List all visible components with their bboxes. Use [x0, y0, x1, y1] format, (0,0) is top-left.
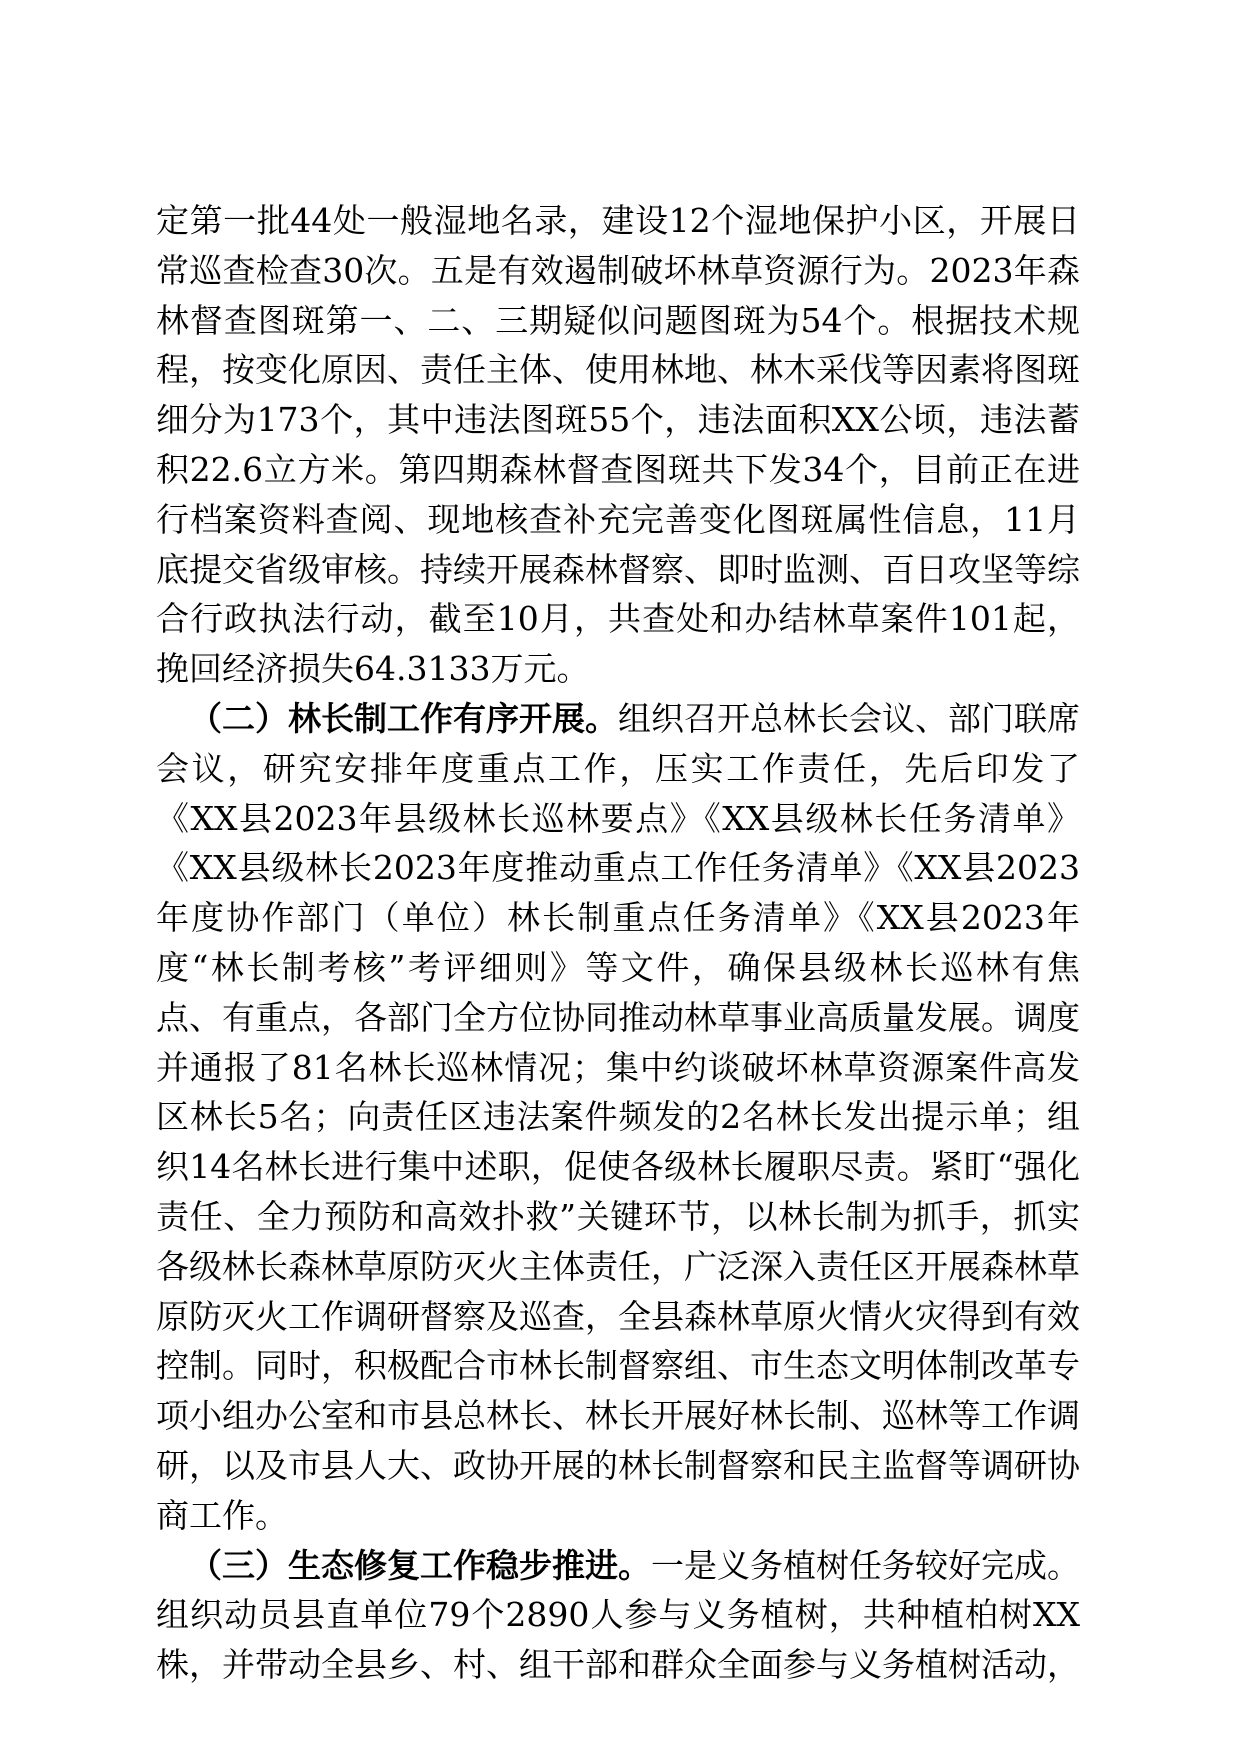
paragraph-ecological-restoration — [156, 1541, 1080, 1690]
section-heading: （二）林长制工作有序开展。 — [189, 698, 618, 738]
paragraph-forest-chief-system — [156, 694, 1080, 1541]
document-page — [156, 196, 1080, 1690]
section-heading: （三）生态修复工作稳步推进。 — [189, 1545, 651, 1585]
paragraph-body: 组织召开总林长会议、部门联席会议，研究安排年度重点工作，压实工作责任，先后印发了《XX县2023年县级林长巡林要点》《XX县级林长任务清单》《XX县级林长2023年度推动重点工作任务清单》《XX县2023年度协作部门（单位）林长制重点任务清单》《XX县2023年度“林长制考核”考评细则》等文件，确保县级林长巡林有焦点、有重点，各部门全方位协同推动林草事业高质量发展。调度并通报了81名林长巡林情况；集中约谈破坏林草资源案件高发区林长5名；向责任区违法案件频发的2名林长发出提示单；组织14名林长进行集中述职，促使各级林长履职尽责。紧盯“强化责任、全力预防和高效扑救”关键环节，以林长制为抓手，抓实各级林长森林草原防灭火主体责任，广泛深入责任区开展森林草原防灭火工作调研督察及巡查，全县森林草原火情火灾得到有效控制。同时，积极配合市林长制督察组、市生态文明体制改革专项小组办公室和市县总林长、林长开展好林长制、巡林等工作调研，以及市县人大、政协开展的林长制督察和民主监督等调研协商工作。 — [156, 698, 1080, 1535]
paragraph-body: 一是义务植树任务较好完成。组织动员县直单位79个2890人参与义务植树，共种植柏树XX株，并带动全县乡、村、组干部和群众全面参与义务植树活动， — [156, 1545, 1080, 1685]
paragraph-body: 定第一批44处一般湿地名录，建设12个湿地保护小区，开展日常巡查检查30次。五是有效遏制破坏林草资源行为。2023年森林督查图斑第一、二、三期疑似问题图斑为54个。根据技术规程，按变化原因、责任主体、使用林地、林木采伐等因素将图斑细分为173个，其中违法图斑55个，违法面积XX公顷，违法蓄积22.6立方米。第四期森林督查图斑共下发34个，目前正在进行档案资料查阅、现地核查补充完善变化图斑属性信息，11月底提交省级审核。持续开展森林督察、即时监测、百日攻坚等综合行政执法行动，截至10月，共查处和办结林草案件101起，挽回经济损失64.3133万元。 — [156, 201, 1080, 689]
paragraph-wetland-forest-supervision — [156, 196, 1080, 694]
